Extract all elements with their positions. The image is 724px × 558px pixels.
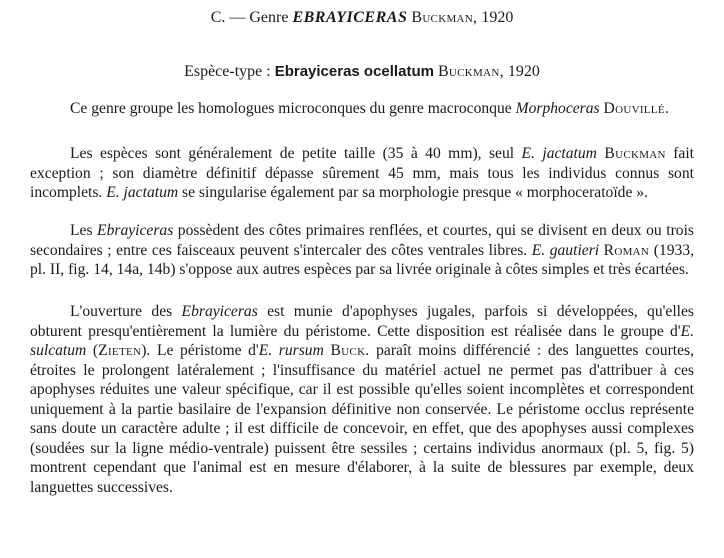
- type-species-name: Ebrayiceras ocellatum: [274, 63, 434, 80]
- text-run: (1933, pl. II, fig. 14, 14a, 14b) s'oppose aux autres espèces par sa livrée originale à côtes simples et très écartées.: [30, 241, 694, 278]
- taxon-name: E. jactatum: [521, 145, 597, 162]
- taxon-name: Ebrayiceras: [97, 222, 174, 239]
- section-label: C. — Genre: [210, 9, 289, 26]
- genus-name: EBRAYICERAS: [292, 9, 408, 26]
- paragraph-4: [30, 302, 694, 497]
- taxon-name: E. gautieri: [531, 241, 600, 259]
- genus-year: 1920: [481, 9, 514, 26]
- paragraph-3: [30, 221, 694, 280]
- text-run: .: [664, 100, 669, 117]
- text-run: fait exception ; son diamètre définitif dépasse sûrement 45 mm, mais tous les individus connus sont incomplets.: [30, 145, 694, 201]
- paragraph-2: [30, 144, 694, 203]
- type-species-label: Espèce-type :: [184, 63, 271, 80]
- text-run: L'ouverture des: [70, 303, 182, 320]
- text-run: Ce genre groupe les homologues microconques du genre macroconque: [70, 100, 516, 117]
- text-run: paraît moins différencié : des languettes courtes, étroites le prolongent latéralement ; l'insuffisance du matériel actuel ne permet pas d'attribuer à ces apophyses réduites une valeur spécifique, car il est possible qu'elles soient incomplètes et correspondent uniquement à la partie basilaire de l'expansion définitive non conservée. Le péristome occlus représente sans doute un caractère adulte ; il est difficile de concevoir, en effet, que des apophyses aussi complexes (soudées sur la ligne médio-ventrale) puissent être sessiles ; certains individus anormaux (pl. 5, fig. 5) montrent cependant que l'animal est en mesure d'élaborer, à la suite de blessures par exemple, deux languettes successives.: [30, 342, 694, 496]
- paragraph-1: [30, 99, 694, 119]
- type-species-year: 1920: [507, 63, 540, 80]
- text-run: se singularise également par sa morphologie presque « morphoceratoïde ».: [178, 184, 648, 201]
- author-name: Zieten: [98, 342, 142, 359]
- taxon-name: E. rursum: [258, 342, 324, 359]
- taxon-name: E. jactatum: [106, 184, 179, 201]
- taxon-name: Morphoceras: [515, 100, 600, 117]
- text-run: ). Le péristome d': [141, 342, 259, 359]
- type-species-line: [30, 63, 694, 81]
- text-run: possèdent des côtes primaires renflées, et courtes, qui se divisent en deux ou trois secondaires ; entre ces faisceaux peuvent s'intercaler des côtes ventrales libres.: [30, 222, 694, 259]
- author-name: Buckman: [604, 145, 666, 162]
- text-run: Les: [70, 222, 98, 239]
- taxon-name: E. sulcatum: [30, 322, 694, 359]
- author-name: Douvillé: [603, 100, 665, 117]
- text-run: Les espèces sont généralement de petite taille (35 à 40 mm), seul: [70, 145, 522, 162]
- author-name: Roman: [603, 241, 650, 259]
- text-run: est munie d'apophyses jugales, parfois si développées, qu'elles obturent presqu'entièrement la lumière du péristome. Cette disposition est réalisée dans le groupe d': [30, 303, 695, 340]
- genus-author: Buckman,: [411, 9, 478, 26]
- text-run: (: [86, 342, 99, 359]
- author-name: Buck.: [330, 342, 370, 359]
- taxon-name: Ebrayiceras: [181, 303, 258, 320]
- type-species-author: Buckman,: [437, 63, 504, 80]
- section-heading: [30, 9, 694, 27]
